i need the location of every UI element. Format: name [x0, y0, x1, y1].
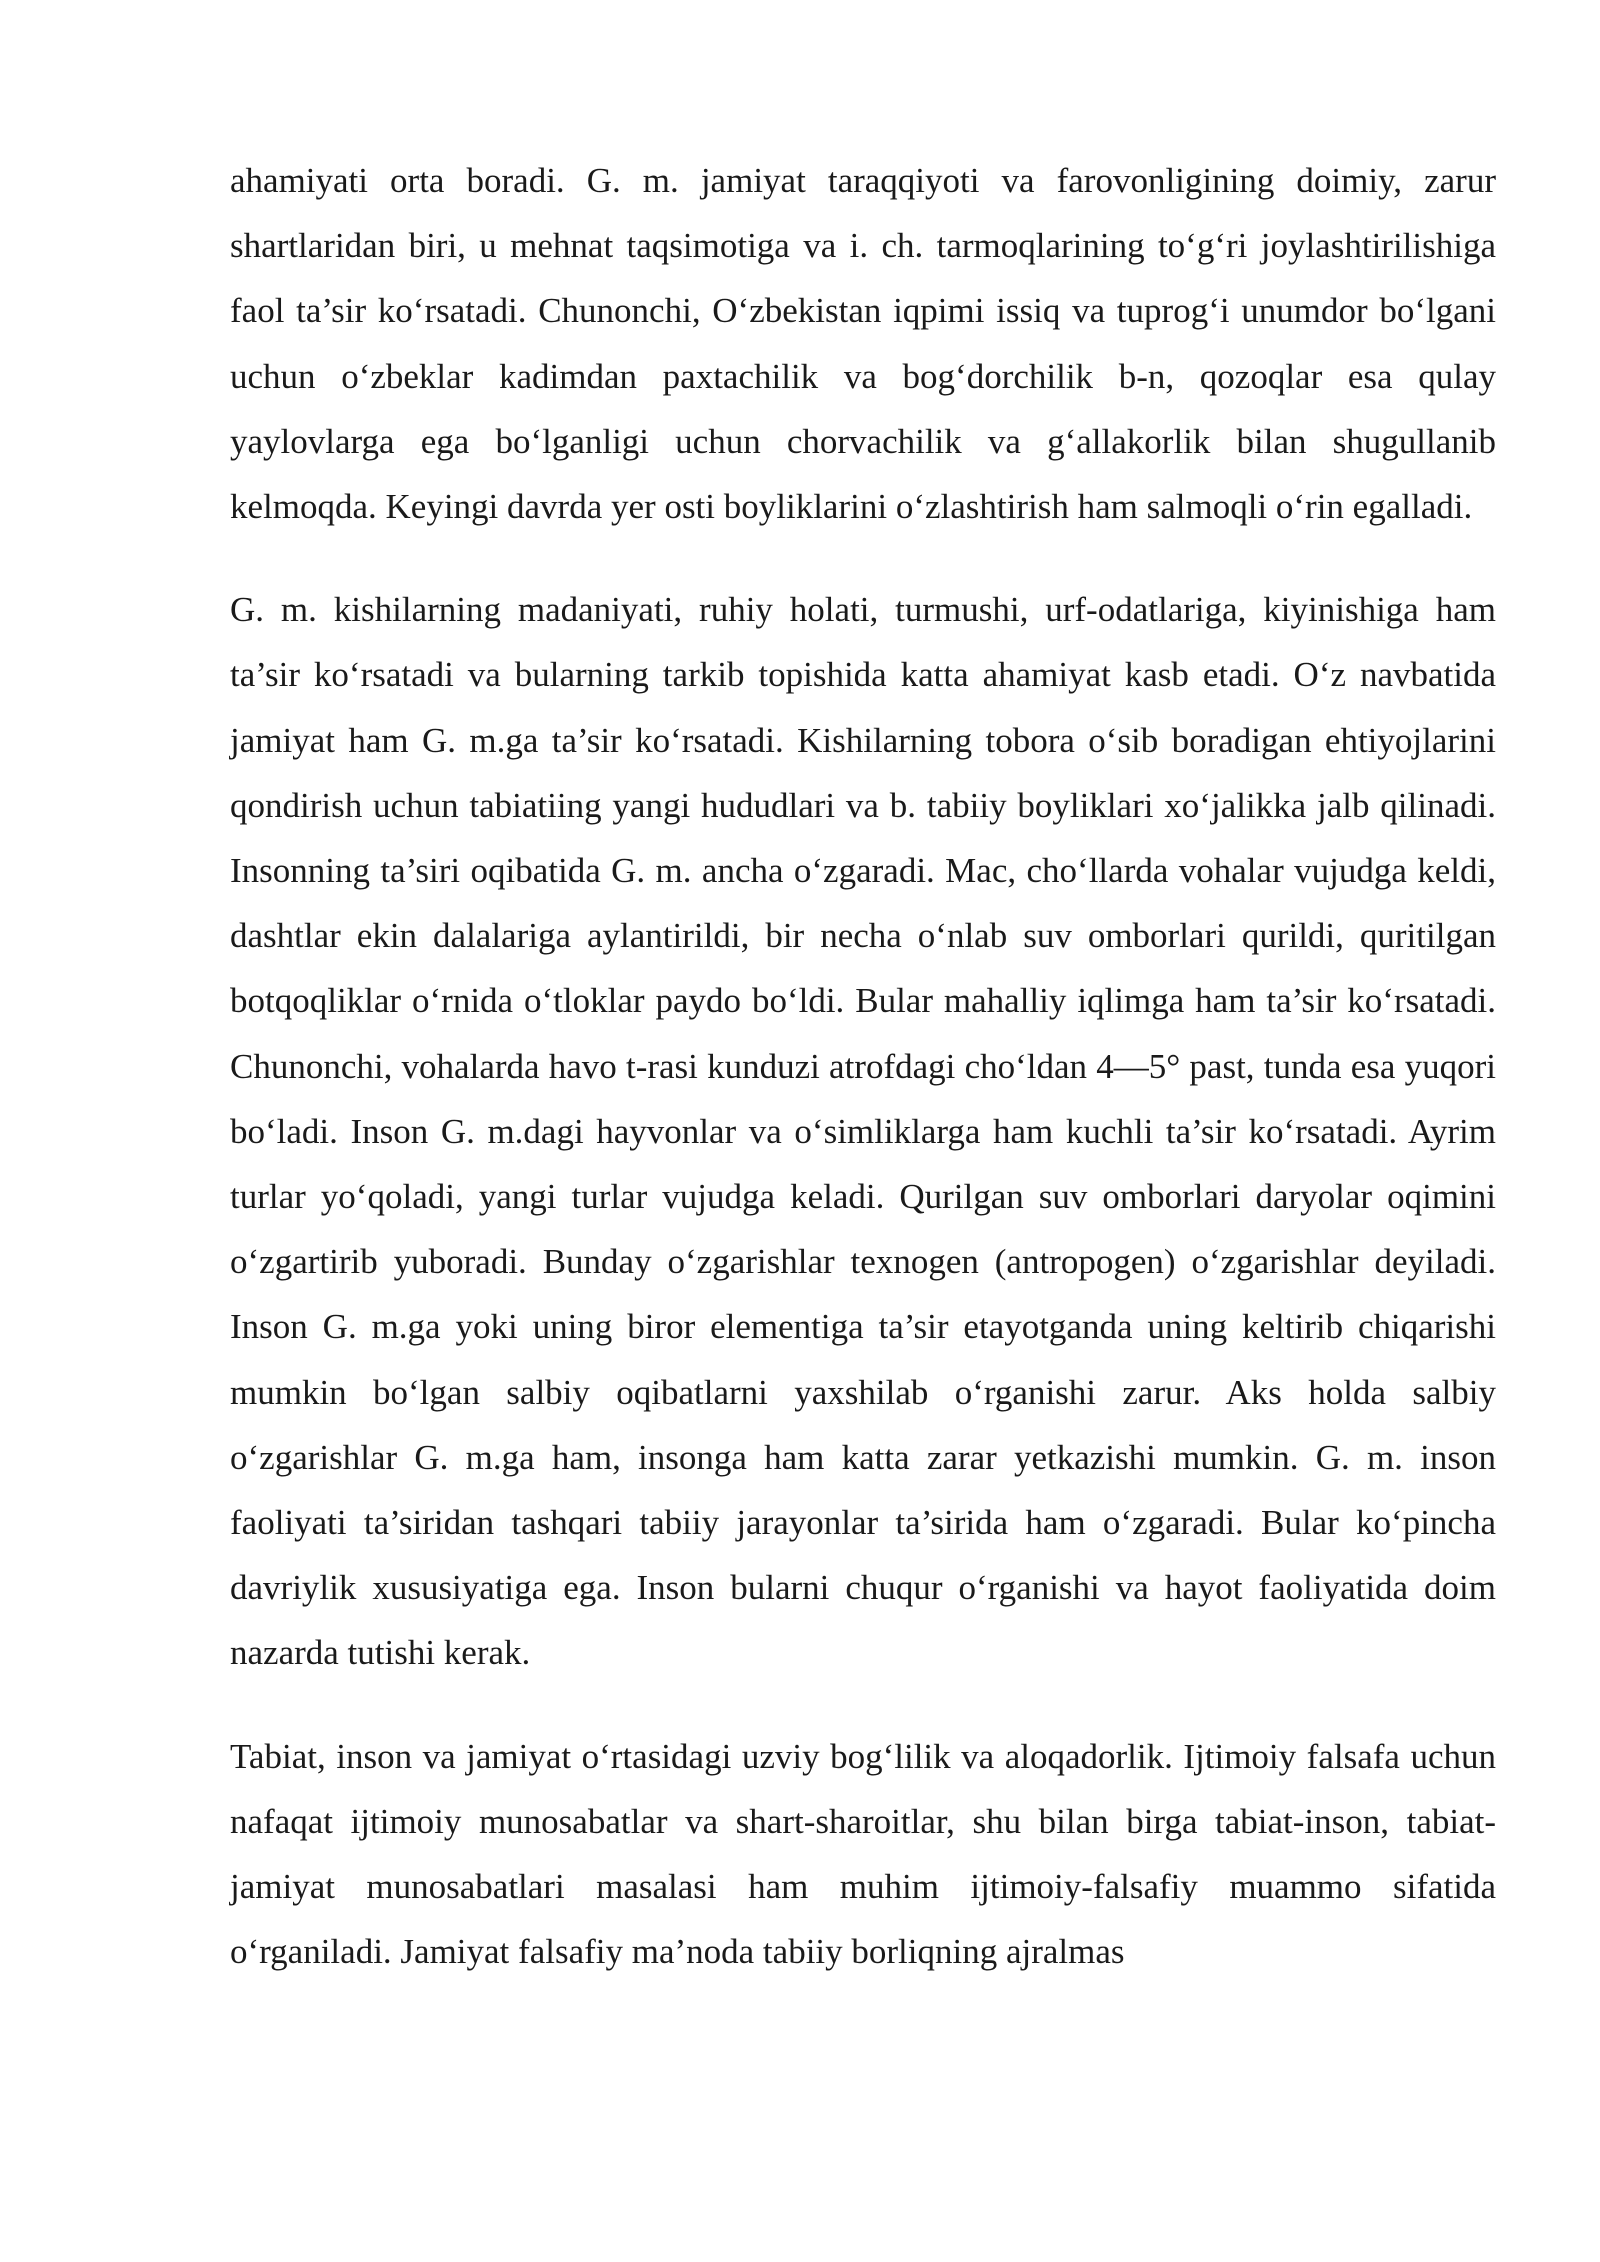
paragraph-1: ahamiyati orta boradi. G. m. jamiyat taraqqiyoti va farovonligining doimiy, zarur shartlaridan biri, u mehnat taqsimotiga va i. ch. tarmoqlarining to‘g‘ri joylashtirilishiga faol ta’sir ko‘rsatadi. Chunonchi, O‘zbekistan iqpimi issiq va tuprog‘i unumdor bo‘lgani uchun o‘zbeklar kadimdan paxtachilik va bog‘dorchilik b-n, qozoqlar esa qulay yaylovlarga ega bo‘lganligi uchun chorvachilik va g‘allakorlik bilan shugullanib kelmoqda. Keyingi davrda yer osti boyliklarini o‘zlashtirish ham salmoqli o‘rin egalladi. — [230, 161, 1496, 527]
paragraph-2: G. m. kishilarning madaniyati, ruhiy holati, turmushi, urf-odatlariga, kiyinishiga ham ta’sir ko‘rsatadi va bularning tarkib topishida katta ahamiyat kasb etadi. O‘z navbatida jamiyat ham G. m.ga ta’sir ko‘rsatadi. Kishilarning tobora o‘sib boradigan ehtiyojlarini qondirish uchun tabiatiing yangi hududlari va b. tabiiy boyliklari xo‘jalikka jalb qilinadi. Insonning ta’siri oqibatida G. m. ancha o‘zgaradi. Mac, cho‘llarda vohalar vujudga keldi, dashtlar ekin dalalariga aylantirildi, bir necha o‘nlab suv omborlari qurildi, quritilgan botqoqliklar o‘rnida o‘tloklar paydo bo‘ldi. Bular mahalliy iqlimga ham ta’sir ko‘rsatadi. Chunonchi, vohalarda havo t-rasi kunduzi atrofdagi cho‘ldan 4—5° past, tunda esa yuqori bo‘ladi. Inson G. m.dagi hayvonlar va o‘simliklarga ham kuchli ta’sir ko‘rsatadi. Ayrim turlar yo‘qoladi, yangi turlar vujudga keladi. Qurilgan suv omborlari daryolar oqimini o‘zgartirib yuboradi. Bunday o‘zgarishlar texnogen (antropogen) o‘zgarishlar deyiladi. Inson G. m.ga yoki uning biror elementiga ta’sir etayotganda uning keltirib chiqarishi mumkin bo‘lgan salbiy oqibatlarni yaxshilab o‘rganishi zarur. Aks holda salbiy o‘zgarishlar G. m.ga ham, insonga ham katta zarar yetkazishi mumkin. G. m. inson faoliyati ta’siridan tashqari tabiiy jarayonlar ta’sirida ham o‘zgaradi. Bular ko‘pincha davriylik xususiyatiga ega. Inson bularni chuqur o‘rganishi va hayot faoliyatida doim nazarda tutishi kerak. — [230, 590, 1496, 1673]
document-page — [230, 148, 1496, 1984]
paragraph-3: Tabiat, inson va jamiyat o‘rtasidagi uzviy bog‘lilik va aloqadorlik. Ijtimoiy falsafa uchun nafaqat ijtimoiy munosabatlar va shart-sharoitlar, shu bilan birga tabiat-inson, tabiat-jamiyat munosabatlari masalasi ham muhim ijtimoiy-falsafiy muammo sifatida o‘rganiladi. Jamiyat falsafiy ma’noda tabiiy borliqning ajralmas — [230, 1736, 1496, 1972]
